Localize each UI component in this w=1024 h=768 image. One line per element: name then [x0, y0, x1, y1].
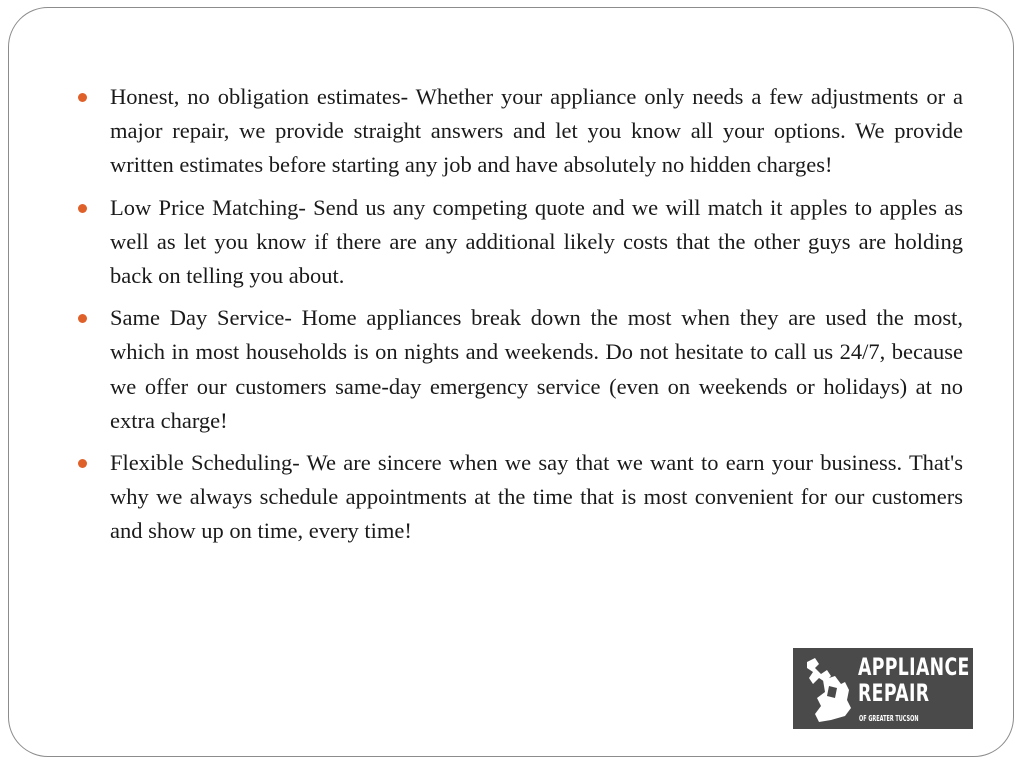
bullet-item-price-matching — [76, 191, 963, 294]
bullet-dot-icon — [78, 459, 87, 468]
logo-wordmark — [858, 654, 970, 706]
bullet-text: Same Day Service- Home appliances break down the most when they are used the most, which in most households is on nights and weekends. Do not hesitate to call us 24/7, because we offer our customers same-day emergency service (even on weekends or holidays) at no extra charge! — [110, 305, 963, 433]
bullet-text: Low Price Matching- Send us any competing quote and we will match it apples to apples as well as let you know if there are any additional likely costs that the other guys are holding back on telling you about. — [110, 194, 963, 289]
bullet-text: Honest, no obligation estimates- Whether your appliance only needs a few adjustments or a major repair, we provide straight answers and let you know all your options. We provide written estimates before starting any job and have absolutely no hidden charges! — [110, 84, 963, 178]
logo-line-2: REPAIR — [858, 679, 930, 707]
bullet-text: Flexible Scheduling- We are sincere when we say that we want to earn your business. That's why we always schedule appointments at the time that is most convenient for our customers and show up on time, every time! — [110, 450, 963, 544]
bullet-list — [76, 80, 963, 549]
bullet-item-estimates — [76, 80, 963, 183]
logo-subline: OF GREATER TUCSON — [859, 714, 919, 723]
bullet-dot-icon — [78, 204, 87, 213]
slide-content — [76, 80, 963, 557]
company-logo — [793, 648, 973, 729]
bullet-item-same-day-service — [76, 301, 963, 438]
bullet-dot-icon — [78, 93, 87, 102]
bullet-dot-icon — [78, 314, 87, 323]
wrench-map-icon — [801, 656, 855, 724]
bullet-item-flexible-scheduling — [76, 446, 963, 549]
logo-line-1: APPLIANCE — [858, 653, 970, 681]
